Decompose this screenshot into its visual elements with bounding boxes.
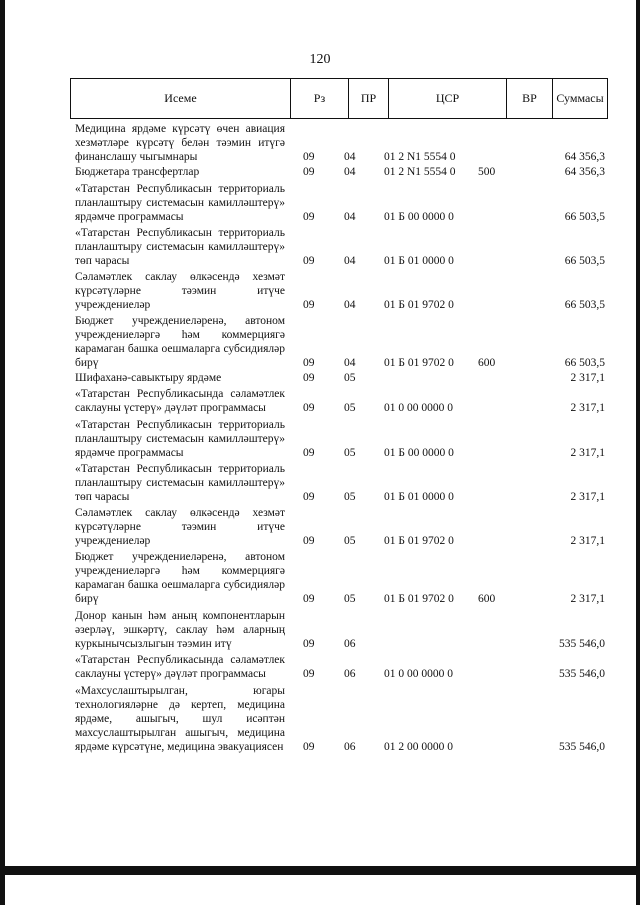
- table-row: [75, 314, 605, 370]
- scan-bottom-bar: [0, 866, 640, 875]
- row-sum: 535 546,0: [559, 638, 605, 650]
- row-sum: 535 546,0: [559, 741, 605, 753]
- header-vr: ВР: [507, 79, 553, 118]
- row-pr: 06: [344, 741, 356, 753]
- row-pr: 05: [344, 372, 356, 384]
- row-rz: 09: [303, 593, 315, 605]
- table-row: [75, 371, 605, 385]
- header-sum: Суммасы: [556, 91, 604, 105]
- row-name: «Татарстан Республикасын территориаль планлаштыру системасын камилләштерү» ярдәмче программасы: [75, 419, 285, 459]
- row-rz: 09: [303, 668, 315, 680]
- row-rz: 09: [303, 357, 315, 369]
- row-sum: 64 356,3: [564, 151, 605, 163]
- row-vr: 500: [478, 166, 496, 178]
- row-csr: 01 Б 00 0000 0: [384, 211, 454, 223]
- row-sum: 2 317,1: [570, 535, 605, 547]
- row-pr: 05: [344, 535, 356, 547]
- row-rz: 09: [303, 211, 315, 223]
- row-name: Медицина ярдәме күрсәтү өчен авиация хезмәтләре күрсәтү белән тәэмин итүгә финанслашу чыгымнары: [75, 123, 285, 163]
- row-pr: 05: [344, 491, 356, 503]
- row-name: Сәламәтлек саклау өлкәсендә хезмәт күрсәтүләрне тәэмин итүче учреждениеләр: [75, 271, 285, 311]
- row-rz: 09: [303, 535, 315, 547]
- row-vr: 600: [478, 357, 496, 369]
- row-sum: 2 317,1: [570, 447, 605, 459]
- row-rz: 09: [303, 402, 315, 414]
- table-row: [75, 550, 605, 606]
- table-row: [75, 270, 605, 312]
- row-name: «Татарстан Республикасын территориаль планлаштыру системасын камилләштерү» төп чарасы: [75, 227, 285, 267]
- row-pr: 04: [344, 151, 356, 163]
- row-csr: 01 0 00 0000 0: [384, 402, 453, 414]
- row-rz: 09: [303, 447, 315, 459]
- table-row: [75, 165, 605, 179]
- table-row: [75, 387, 605, 415]
- header-name: Исеме: [71, 79, 291, 118]
- row-pr: 04: [344, 299, 356, 311]
- row-pr: 04: [344, 166, 356, 178]
- row-name: «Татарстан Республикасын территориаль планлаштыру системасын камилләштерү» ярдәмче программасы: [75, 183, 285, 223]
- page-number: 120: [309, 52, 331, 67]
- row-rz: 09: [303, 255, 315, 267]
- row-csr: 01 Б 01 9702 0: [384, 593, 454, 605]
- header-rz: Рз: [291, 79, 349, 118]
- row-sum: 66 503,5: [564, 299, 605, 311]
- row-pr: 05: [344, 593, 356, 605]
- row-csr: 01 2 N1 5554 0: [384, 166, 456, 178]
- table-row: [75, 506, 605, 548]
- table-row: [75, 609, 605, 651]
- table-row: [75, 462, 605, 504]
- table-header: [70, 78, 608, 119]
- row-pr: 04: [344, 357, 356, 369]
- row-vr: 600: [478, 593, 496, 605]
- row-sum: 66 503,5: [564, 211, 605, 223]
- row-sum: 2 317,1: [570, 372, 605, 384]
- row-rz: 09: [303, 741, 315, 753]
- row-pr: 04: [344, 211, 356, 223]
- row-sum: 2 317,1: [570, 491, 605, 503]
- scan-right-edge: [636, 0, 640, 905]
- row-csr: 01 Б 01 9702 0: [384, 357, 454, 369]
- header-pr: ПР: [349, 79, 389, 118]
- table-row: [75, 418, 605, 460]
- table-row: [75, 122, 605, 164]
- row-csr: 01 Б 01 0000 0: [384, 491, 454, 503]
- table-row: [75, 653, 605, 681]
- row-sum: 535 546,0: [559, 668, 605, 680]
- table-row: [75, 226, 605, 268]
- row-sum: 2 317,1: [570, 593, 605, 605]
- row-sum: 64 356,3: [564, 166, 605, 178]
- row-sum: 66 503,5: [564, 357, 605, 369]
- row-pr: 06: [344, 638, 356, 650]
- row-csr: 01 Б 00 0000 0: [384, 447, 454, 459]
- table-row: [75, 684, 605, 754]
- row-sum: 2 317,1: [570, 402, 605, 414]
- row-name: Бюджет учреждениеләренә, автоном учреждениеләргә һәм коммерциягә карамаган башка оешмаларга субсидияләр бирү: [75, 551, 285, 605]
- row-rz: 09: [303, 638, 315, 650]
- header-csr: ЦСР: [389, 79, 507, 118]
- row-pr: 06: [344, 668, 356, 680]
- row-csr: 01 Б 01 9702 0: [384, 299, 454, 311]
- row-pr: 05: [344, 402, 356, 414]
- row-rz: 09: [303, 299, 315, 311]
- row-name: Донор канын һәм аның компонентларын әзерләү, эшкәртү, саклау һәм аларның куркынычсызлыгын тәэмин итү: [75, 610, 285, 650]
- row-name: Бюджет учреждениеләренә, автоном учреждениеләргә һәм коммерциягә карамаган башка оешмаларга субсидияләр бирү: [75, 315, 285, 369]
- row-name: «Татарстан Республикасында сәламәтлек саклауны үстерү» дәүләт программасы: [75, 388, 285, 414]
- row-csr: 01 Б 01 0000 0: [384, 255, 454, 267]
- row-rz: 09: [303, 491, 315, 503]
- row-rz: 09: [303, 372, 315, 384]
- table-row: [75, 182, 605, 224]
- row-csr: 01 2 00 0000 0: [384, 741, 453, 753]
- row-csr: 01 Б 01 9702 0: [384, 535, 454, 547]
- row-rz: 09: [303, 151, 315, 163]
- row-name: «Махсуслаштырылган, югары технологияләрне дә кертеп, медицина ярдәме, ашыгыч, шул исәптән махсуслаштырылган ашыгыч, медицина ярдәме күрсәтүне, медицина эвакуациясен: [75, 685, 285, 753]
- row-rz: 09: [303, 166, 315, 178]
- row-name: Бюджетара трансфертлар: [75, 166, 200, 178]
- row-pr: 04: [344, 255, 356, 267]
- row-name: Сәламәтлек саклау өлкәсендә хезмәт күрсәтүләрне тәэмин итүче учреждениеләр: [75, 507, 285, 547]
- row-pr: 05: [344, 447, 356, 459]
- table-body: [75, 122, 605, 754]
- row-csr: 01 0 00 0000 0: [384, 668, 453, 680]
- row-name: «Татарстан Республикасын территориаль планлаштыру системасын камилләштерү» төп чарасы: [75, 463, 285, 503]
- row-name: Шифаханә-савыктыру ярдәме: [75, 372, 222, 384]
- scan-left-edge: [0, 0, 5, 905]
- row-csr: 01 2 N1 5554 0: [384, 151, 456, 163]
- row-sum: 66 503,5: [564, 255, 605, 267]
- row-name: «Татарстан Республикасында сәламәтлек саклауны үстерү» дәүләт программасы: [75, 654, 285, 680]
